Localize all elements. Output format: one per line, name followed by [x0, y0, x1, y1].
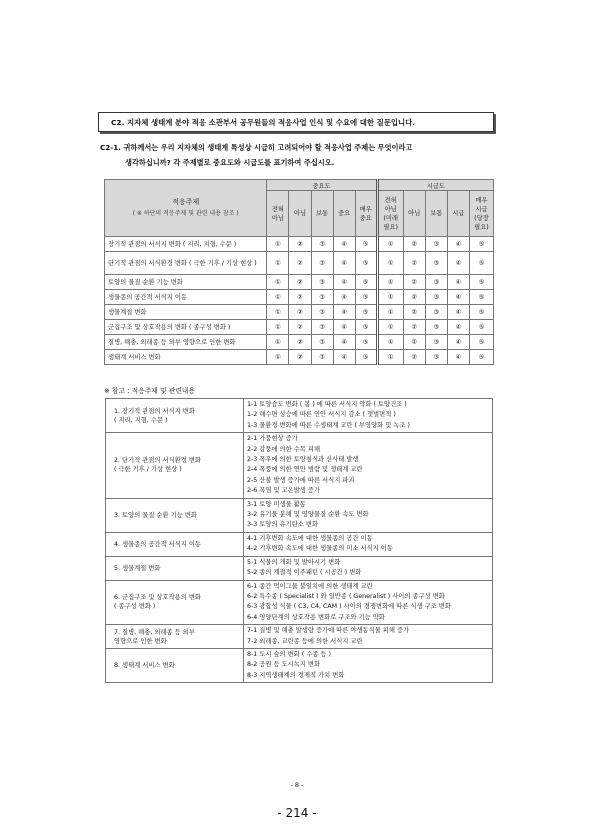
reference-items [244, 433, 493, 498]
urgency-option-3[interactable]: ③ [425, 275, 447, 290]
topic-label: 장기적 관점의 서식지 변화 ( 지리, 지형, 수문 ) [105, 237, 267, 252]
urgency-option-5[interactable]: ⑤ [469, 335, 493, 350]
urgency-option-4[interactable]: ④ [447, 350, 469, 365]
matrix-row [105, 335, 494, 350]
urgency-option-4[interactable]: ④ [447, 335, 469, 350]
reference-row [106, 433, 493, 498]
reference-row [106, 625, 493, 649]
importance-option-2[interactable]: ② [289, 252, 311, 275]
importance-option-1[interactable]: ① [267, 335, 289, 350]
importance-option-3[interactable]: ③ [311, 290, 333, 305]
urgency-option-4[interactable]: ④ [447, 305, 469, 320]
importance-option-4[interactable]: ④ [333, 320, 355, 335]
importance-option-3[interactable]: ③ [311, 335, 333, 350]
urgency-option-2[interactable]: ② [403, 237, 425, 252]
importance-option-5[interactable]: ⑤ [355, 252, 377, 275]
urgency-option-4[interactable]: ④ [447, 275, 469, 290]
urgency-option-2[interactable]: ② [403, 290, 425, 305]
reference-item: 4-2 기후변화 속도에 대한 생물종의 미소 서식지 이동 [247, 545, 393, 553]
reference-category: 1. 장기적 관점의 서식지 변화 ( 지리, 지형, 수문 ) [106, 399, 244, 433]
reference-item: 2-6 폭염 및 고온발생 증가 [247, 487, 321, 495]
reference-item: 7-1 질병 및 해충 발생량 증가에 따른 야생동식물 피해 증가 [247, 627, 410, 635]
reference-row [106, 498, 493, 532]
urgency-option-3[interactable]: ③ [425, 290, 447, 305]
urgency-option-2[interactable]: ② [403, 320, 425, 335]
reference-item: 8-1 도시 숲의 변화 ( 수종 등 ) [247, 650, 331, 658]
importance-option-5[interactable]: ⑤ [355, 237, 377, 252]
urgency-option-3[interactable]: ③ [425, 320, 447, 335]
urgency-option-2[interactable]: ② [403, 252, 425, 275]
importance-option-1[interactable]: ① [267, 275, 289, 290]
question-line-1: C2-1. 귀하께서는 우리 지자체의 생태계 특성상 시급히 고려되어야 할 적응사업 주제는 무엇이라고 [100, 143, 413, 152]
topic-label: 생물계절 변화 [105, 305, 267, 320]
urgency-option-1[interactable]: ① [377, 252, 403, 275]
urgency-option-1[interactable]: ① [377, 350, 403, 365]
reference-item: 1-2 해수면 상승에 따른 연안 서식지 감소 ( 갯벌면적 ) [247, 411, 396, 419]
importance-option-4[interactable]: ④ [333, 350, 355, 365]
urgency-option-1[interactable]: ① [377, 237, 403, 252]
topic-label: 토양의 물질 순환 기능 변화 [105, 275, 267, 290]
section-banner: C2. 지자체 생태계 분야 적응 소관부서 공무원들의 적응사업 인식 및 수요에 대한 질문입니다. [98, 112, 494, 132]
topic-label: 단기적 관점의 서식환경 변화 ( 극한 기후 / 기상 현상 ) [105, 252, 267, 275]
importance-option-3[interactable]: ③ [311, 350, 333, 365]
reference-item: 7-2 외래종, 교란종 등에 의한 서식지 교란 [247, 637, 363, 645]
importance-option-2[interactable]: ② [289, 320, 311, 335]
reference-item: 6-2 특수종 ( Specialist ) 와 일반종 ( Generalist ) 사이의 종구성 변화 [247, 592, 445, 600]
urgency-option-1[interactable]: ① [377, 305, 403, 320]
importance-option-4[interactable]: ④ [333, 252, 355, 275]
importance-option-3[interactable]: ③ [311, 237, 333, 252]
reference-item: 2-2 강풍에 의한 수목 피해 [247, 445, 321, 453]
importance-option-2[interactable]: ② [289, 275, 311, 290]
rating-matrix [104, 179, 494, 365]
reference-item: 2-5 산불 발생 증가에 따른 서식지 파괴 [247, 476, 355, 484]
importance-option-2[interactable]: ② [289, 335, 311, 350]
reference-item: 5-1 식물의 개화 및 발아시기 변화 [247, 558, 341, 566]
reference-category: 6. 군집구조 및 상호작용의 변화 ( 종구성 변화 ) [106, 580, 244, 625]
matrix-row [105, 350, 494, 365]
reference-row [106, 532, 493, 556]
importance-header: 중요도 [267, 180, 377, 191]
urgency-col-4: 시급 [447, 191, 469, 237]
urgency-option-5[interactable]: ⑤ [469, 275, 493, 290]
importance-col-1: 전혀 아님 [267, 191, 289, 237]
urgency-option-5[interactable]: ⑤ [469, 290, 493, 305]
importance-col-4: 중요 [333, 191, 355, 237]
reference-item: 2-4 폭풍에 의한 연안 범람 및 생태계 교란 [247, 466, 363, 474]
reference-item: 6-4 영양단계의 상호작용 변화로 구조와 기능 약화 [247, 613, 385, 621]
reference-item: 1-1 토양습도 변화 ( 봄 ) 에 따른 서식지 악화 ( 토양건조 ) [247, 401, 407, 408]
reference-row [106, 648, 493, 682]
urgency-col-5: 매우 시급 (당장 필요) [469, 191, 493, 237]
urgency-option-3[interactable]: ③ [425, 237, 447, 252]
reference-table [105, 398, 493, 683]
urgency-option-5[interactable]: ⑤ [469, 320, 493, 335]
reference-items [244, 532, 493, 556]
topic-label: 생태계 서비스 변화 [105, 350, 267, 365]
importance-option-5[interactable]: ⑤ [355, 350, 377, 365]
reference-item: 6-3 광합성 식물 ( C3, C4, CAM ) 사이의 경쟁변화에 따른 식생 구조 변화 [247, 603, 451, 611]
reference-category: 7. 질병, 해충, 외래종 등 외부 영향으로 인한 변화 [106, 625, 244, 649]
page-number: - 214 - [277, 806, 317, 820]
reference-items [244, 580, 493, 625]
reference-category: 2. 단기적 관점의 서식환경 변화 ( 극한 기후 / 기상 현상 ) [106, 433, 244, 498]
importance-option-3[interactable]: ③ [311, 252, 333, 275]
reference-item: 4-1 기후변화 속도에 대한 생물종의 공간 이동 [247, 534, 373, 542]
reference-row [106, 556, 493, 580]
importance-option-2[interactable]: ② [289, 350, 311, 365]
urgency-option-1[interactable]: ① [377, 335, 403, 350]
reference-item: 2-3 폭우에 의한 토양침식과 산사태 발생 [247, 456, 359, 464]
reference-category: 8. 생태계 서비스 변화 [106, 648, 244, 682]
importance-option-1[interactable]: ① [267, 237, 289, 252]
importance-option-5[interactable]: ⑤ [355, 305, 377, 320]
importance-option-1[interactable]: ① [267, 320, 289, 335]
urgency-col-3: 보통 [425, 191, 447, 237]
importance-option-1[interactable]: ① [267, 305, 289, 320]
reference-category: 3. 토양의 물질 순환 기능 변화 [106, 498, 244, 532]
urgency-option-4[interactable]: ④ [447, 320, 469, 335]
urgency-option-1[interactable]: ① [377, 275, 403, 290]
reference-category: 5. 생물계절 변화 [106, 556, 244, 580]
urgency-option-5[interactable]: ⑤ [469, 237, 493, 252]
importance-col-3: 보통 [311, 191, 333, 237]
urgency-option-4[interactable]: ④ [447, 252, 469, 275]
urgency-option-3[interactable]: ③ [425, 350, 447, 365]
inner-page-number: - 8 - [290, 781, 304, 789]
reference-item: 3-2 유기물 분해 및 영양물질 순환 속도 변화 [247, 511, 369, 519]
urgency-option-4[interactable]: ④ [447, 237, 469, 252]
matrix-row [105, 305, 494, 320]
importance-option-5[interactable]: ⑤ [355, 335, 377, 350]
urgency-option-5[interactable]: ⑤ [469, 350, 493, 365]
importance-option-4[interactable]: ④ [333, 305, 355, 320]
reference-item: 6-1 종간 먹이그물 불일치에 의한 생태계 교란 [247, 582, 373, 590]
importance-option-5[interactable]: ⑤ [355, 290, 377, 305]
urgency-header: 시급도 [377, 180, 493, 191]
matrix-row [105, 320, 494, 335]
reference-row [106, 580, 493, 625]
question-line-2: 생각하십니까? 각 주제별로 중요도와 시급도를 표기하여 주십시오. [125, 158, 335, 167]
importance-option-1[interactable]: ① [267, 290, 289, 305]
matrix-row [105, 237, 494, 252]
reference-items [244, 648, 493, 682]
importance-option-1[interactable]: ① [267, 350, 289, 365]
importance-option-3[interactable]: ③ [311, 275, 333, 290]
importance-option-4[interactable]: ④ [333, 237, 355, 252]
importance-option-5[interactable]: ⑤ [355, 275, 377, 290]
importance-option-2[interactable]: ② [289, 305, 311, 320]
importance-option-3[interactable]: ③ [311, 305, 333, 320]
reference-note: ※ 참고 : 적응주제 및 관련내용 [104, 387, 196, 395]
urgency-col-1: 전혀 아님 (미래 필요) [377, 191, 403, 237]
importance-col-5: 매우 중요 [355, 191, 377, 237]
urgency-option-3[interactable]: ③ [425, 305, 447, 320]
topic-label: 생물종의 공간적 서식지 이동 [105, 290, 267, 305]
importance-option-1[interactable]: ① [267, 252, 289, 275]
urgency-option-1[interactable]: ① [377, 290, 403, 305]
urgency-option-3[interactable]: ③ [425, 252, 447, 275]
importance-option-4[interactable]: ④ [333, 275, 355, 290]
matrix-row [105, 290, 494, 305]
reference-item: 5-2 종의 계절적 이주패턴 ( 시공간 ) 변화 [247, 569, 362, 577]
reference-item: 3-1 토양 미생물 활동 [247, 500, 306, 508]
urgency-col-2: 아님 [403, 191, 425, 237]
urgency-option-2[interactable]: ② [403, 305, 425, 320]
matrix-row [105, 252, 494, 275]
topic-label: 군집구조 및 상호작용의 변화 ( 종구성 변화 ) [105, 320, 267, 335]
urgency-option-3[interactable]: ③ [425, 335, 447, 350]
topic-header-note: ( ※ 하단의 적응주제 및 관련 내용 참조 ) [132, 210, 239, 217]
urgency-option-2[interactable]: ② [403, 335, 425, 350]
reference-item: 8-2 공원 등 도시녹지 변화 [247, 661, 321, 669]
importance-option-2[interactable]: ② [289, 290, 311, 305]
reference-items [244, 399, 493, 433]
importance-option-3[interactable]: ③ [311, 320, 333, 335]
topic-label: 질병, 해충, 외래종 등 외부 영향으로 인한 변화 [105, 335, 267, 350]
reference-items [244, 556, 493, 580]
importance-option-4[interactable]: ④ [333, 290, 355, 305]
topic-header [105, 180, 267, 237]
matrix-row [105, 275, 494, 290]
urgency-option-5[interactable]: ⑤ [469, 305, 493, 320]
importance-col-2: 아님 [289, 191, 311, 237]
reference-row [106, 399, 493, 433]
topic-header-title: 적응주제 [172, 198, 200, 206]
reference-item: 3-3 토양의 유기탄소 변화 [247, 521, 319, 529]
urgency-option-5[interactable]: ⑤ [469, 252, 493, 275]
importance-option-4[interactable]: ④ [333, 335, 355, 350]
urgency-option-2[interactable]: ② [403, 275, 425, 290]
urgency-option-1[interactable]: ① [377, 320, 403, 335]
importance-option-5[interactable]: ⑤ [355, 320, 377, 335]
reference-items [244, 625, 493, 649]
reference-item: 1-3 물환경 변화에 따른 수생태계 교란 ( 부영양화 및 녹조 ) [247, 421, 410, 429]
reference-item: 8-3 지역생태계의 경제적 가치 변화 [247, 671, 345, 679]
question-text [100, 140, 500, 170]
importance-option-2[interactable]: ② [289, 237, 311, 252]
reference-items [244, 498, 493, 532]
reference-category: 4. 생물종의 공간적 서식지 이동 [106, 532, 244, 556]
urgency-option-2[interactable]: ② [403, 350, 425, 365]
reference-item: 2-1 가뭄현상 증가 [247, 435, 298, 443]
urgency-option-4[interactable]: ④ [447, 290, 469, 305]
